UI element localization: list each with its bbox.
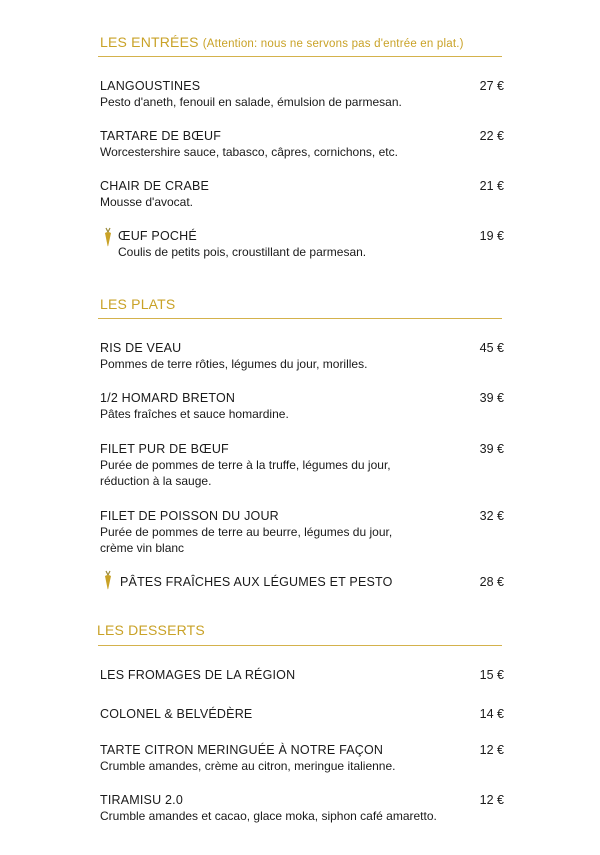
item-price: 19 € bbox=[479, 229, 504, 243]
item-description: Purée de pommes de terre à la truffe, légumes du jour, bbox=[100, 458, 391, 472]
item-name: TARTARE DE BŒUF bbox=[100, 129, 222, 143]
section-title-plats: LES PLATS bbox=[100, 296, 176, 312]
menu-item bbox=[100, 706, 504, 722]
item-description: Mousse d'avocat. bbox=[100, 195, 194, 209]
menu-item bbox=[100, 390, 504, 422]
carrot-icon bbox=[103, 570, 113, 590]
item-description: Pommes de terre rôties, légumes du jour, morilles. bbox=[100, 357, 368, 371]
item-price: 39 € bbox=[479, 391, 504, 405]
item-price: 32 € bbox=[479, 509, 504, 523]
carrot-icon bbox=[103, 227, 113, 247]
item-price: 22 € bbox=[479, 129, 504, 143]
item-name: PÂTES FRAÎCHES AUX LÉGUMES ET PESTO bbox=[120, 575, 393, 589]
item-price: 45 € bbox=[479, 341, 504, 355]
item-price: 15 € bbox=[479, 668, 504, 682]
item-description: Crumble amandes, crème au citron, meringue italienne. bbox=[100, 759, 396, 773]
menu-item bbox=[100, 508, 504, 556]
item-description: Crumble amandes et cacao, glace moka, siphon café amaretto. bbox=[100, 809, 437, 823]
item-price: 21 € bbox=[479, 179, 504, 193]
item-price: 39 € bbox=[479, 442, 504, 456]
menu-item bbox=[100, 128, 504, 160]
item-name: COLONEL & BELVÉDÈRE bbox=[100, 707, 253, 721]
menu-item bbox=[100, 742, 504, 774]
item-description: Pesto d'aneth, fenouil en salade, émulsion de parmesan. bbox=[100, 95, 402, 109]
item-name: LES FROMAGES DE LA RÉGION bbox=[100, 668, 296, 682]
divider bbox=[98, 56, 502, 57]
item-description: Pâtes fraîches et sauce homardine. bbox=[100, 407, 289, 421]
divider bbox=[98, 645, 502, 646]
item-description: crème vin blanc bbox=[100, 541, 185, 555]
item-description: Coulis de petits pois, croustillant de parmesan. bbox=[118, 245, 367, 259]
item-name: FILET DE POISSON DU JOUR bbox=[100, 509, 279, 523]
item-price: 14 € bbox=[479, 707, 504, 721]
item-name: ŒUF POCHÉ bbox=[118, 229, 197, 243]
item-name: TIRAMISU 2.0 bbox=[100, 793, 183, 807]
item-price: 27 € bbox=[479, 79, 504, 93]
item-name: CHAIR DE CRABE bbox=[100, 179, 210, 193]
menu-item bbox=[100, 178, 504, 210]
item-price: 12 € bbox=[479, 793, 504, 807]
menu-item bbox=[100, 78, 504, 110]
menu-item bbox=[100, 441, 504, 489]
menu-item bbox=[118, 228, 504, 260]
item-description: Worcestershire sauce, tabasco, câpres, cornichons, etc. bbox=[100, 145, 398, 159]
item-name: 1/2 HOMARD BRETON bbox=[100, 391, 236, 405]
section-title-desserts: LES DESSERTS bbox=[97, 622, 205, 638]
item-description: Purée de pommes de terre au beurre, légumes du jour, bbox=[100, 525, 393, 539]
menu-item bbox=[100, 792, 504, 824]
divider bbox=[98, 318, 502, 319]
item-description: réduction à la sauge. bbox=[100, 474, 212, 488]
item-price: 28 € bbox=[479, 575, 504, 589]
item-name: TARTE CITRON MERINGUÉE À NOTRE FAÇON bbox=[100, 743, 384, 757]
item-name: LANGOUSTINES bbox=[100, 79, 201, 93]
section-title-entrees: LES ENTRÉES (Attention: nous ne servons pas d'entrée en plat.) bbox=[100, 34, 464, 50]
menu-item bbox=[100, 340, 504, 372]
entrees-note: (Attention: nous ne servons pas d'entrée en plat.) bbox=[202, 38, 464, 50]
item-name: FILET PUR DE BŒUF bbox=[100, 442, 229, 456]
item-name: RIS DE VEAU bbox=[100, 341, 182, 355]
item-price: 12 € bbox=[479, 743, 504, 757]
menu-item bbox=[120, 574, 504, 590]
menu-item bbox=[100, 667, 504, 683]
